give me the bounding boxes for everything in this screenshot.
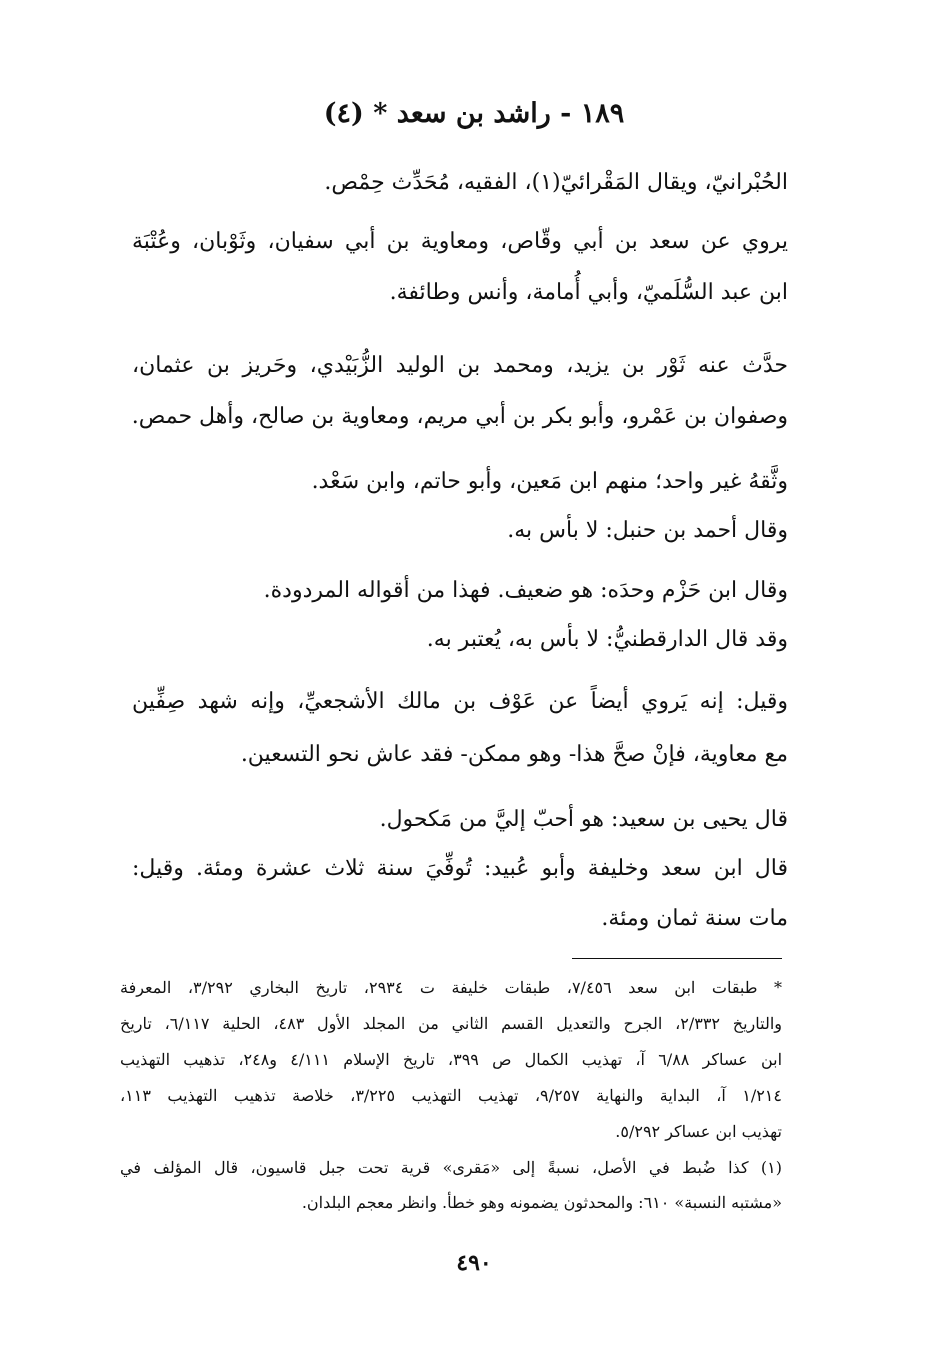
body-line-13: قال ابن سعد وخليفة وأبو عُبيد: تُوفِّيَ سنة ثلاث عشرة ومئة. وقيل: xyxy=(132,856,788,881)
body-line-8: وقال ابن حَزْم وحدَه: هو ضعيف. فهذا من أقواله المردودة. xyxy=(263,578,788,603)
footnote-line-2: والتاريخ ٢/٣٣٢، الجرح والتعديل القسم الثاني من المجلد الأول ٤٨٣، الحلية ٦/١١٧، تاريخ xyxy=(120,1014,783,1033)
page-number: ٤٩٠ xyxy=(456,1250,492,1276)
body-line-3: ابن عبد السُّلَميّ، وأبي أُمامة، وأنس وطائفة. xyxy=(389,280,788,305)
footnote-line-3: ابن عساكر ٦/٨٨ آ، تهذيب الكمال ص ٣٩٩، تاريخ الإسلام ٤/١١١ و٢٤٨، تذهيب التهذيب xyxy=(120,1050,783,1069)
body-line-6: وثَّقهُ غير واحد؛ منهم ابن مَعين، وأبو حاتم، وابن سَعْد. xyxy=(311,469,788,494)
body-line-11: مع معاوية، فإنْ صحَّ هذا- وهو ممكن- فقد عاش نحو التسعين. xyxy=(240,742,788,767)
body-line-10: وقيل: إنه يَروي أيضاً عن عَوْف بن مالك الأشجعيِّ، وإنه شهد صِفِّين xyxy=(132,689,788,714)
footnote-line-1: * طبقات ابن سعد ٧/٤٥٦، طبقات خليفة ت ٢٩٣٤، تاريخ البخاري ٣/٢٩٢، المعرفة xyxy=(120,978,783,997)
footnote-line-5: تهذيب ابن عساكر ٥/٢٩٢. xyxy=(615,1122,782,1141)
body-line-4: حدَّث عنه ثَوْر بن يزيد، ومحمد بن الوليد الزُّبَيْدي، وحَريز بن عثمان، xyxy=(132,353,788,378)
body-line-1: الحُبْرانيّ، ويقال المَقْرائيّ(١)، الفقيه، مُحَدِّث حِمْص. xyxy=(324,170,788,195)
footnote-separator xyxy=(572,958,782,959)
body-line-7: وقال أحمد بن حنبل: لا بأس به. xyxy=(507,518,788,543)
body-line-5: وصفوان بن عَمْرو، وأبو بكر بن أبي مريم، ومعاوية بن صالح، وأهل حمص. xyxy=(131,404,788,429)
footnote-line-7: «مشتبه النسبة» ٦١٠: والمحدثون يضمونه وهو خطأ. وانظر معجم البلدان. xyxy=(301,1193,782,1212)
body-line-14: مات سنة ثمان ومئة. xyxy=(601,906,788,931)
footnote-line-4: ١/٢١٤ آ، البداية والنهاية ٩/٢٥٧، تهذيب التهذيب ٣/٢٢٥، خلاصة تذهيب التهذيب ١١٣، xyxy=(120,1086,782,1105)
body-line-2: يروي عن سعد بن أبي وقّاص، ومعاوية بن أبي سفيان، وثَوْبان، وعُتْبَة xyxy=(132,229,788,254)
entry-title: ١٨٩ - راشد بن سعد * (٤) xyxy=(323,98,625,129)
body-line-12: قال يحيى بن سعيد: هو أحبّ إليَّ من مَكحول. xyxy=(379,807,788,832)
body-line-9: وقد قال الدارقطنيُّ: لا بأس به، يُعتبر به. xyxy=(426,627,788,652)
footnote-line-6: (١) كذا ضُبط في الأصل، نسبةً إلى «مَقرى» قرية تحت جبل قاسيون، قال المؤلف في xyxy=(120,1158,782,1177)
